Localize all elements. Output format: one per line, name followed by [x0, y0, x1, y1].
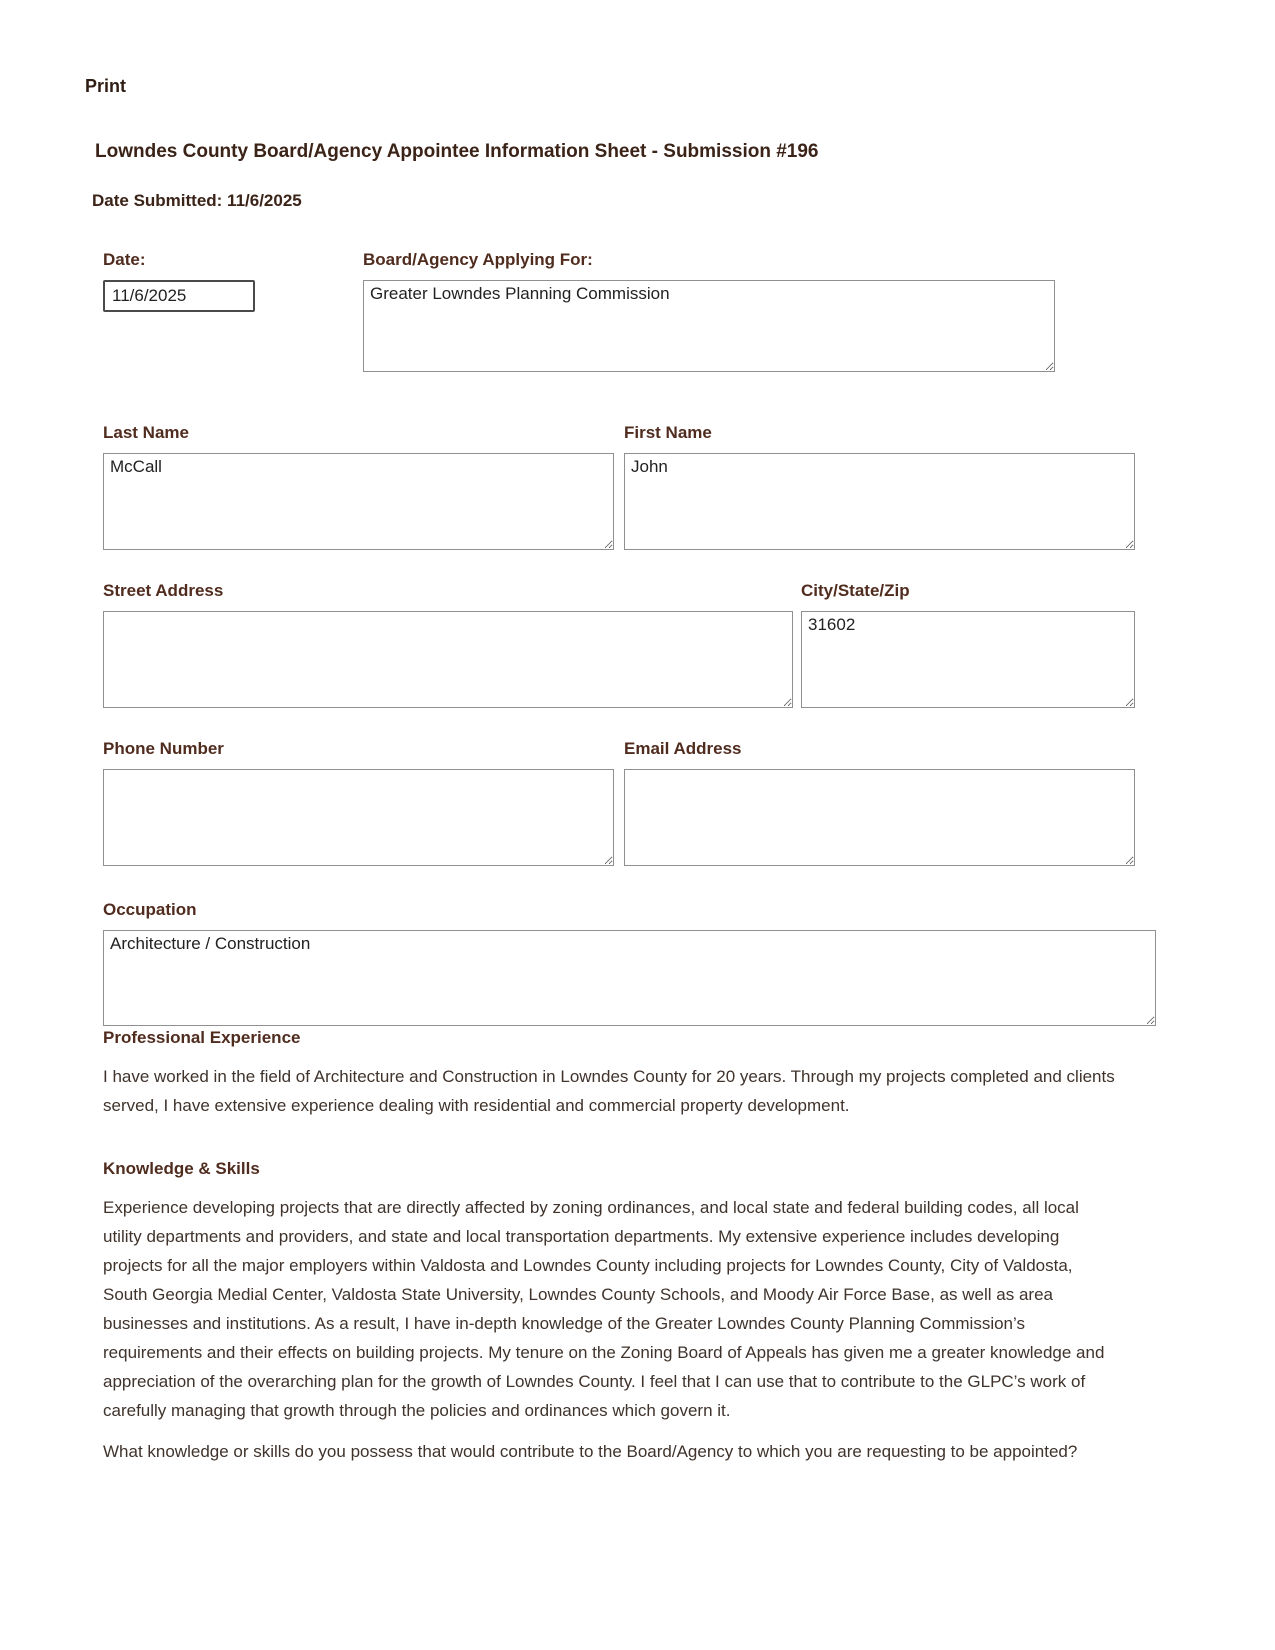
form-area [103, 250, 1158, 1026]
last-name-textarea[interactable] [103, 453, 614, 550]
city-state-zip-label: City/State/Zip [801, 581, 910, 600]
phone-number-label: Phone Number [103, 739, 224, 758]
email-address-label: Email Address [624, 739, 742, 758]
phone-number-field-group [103, 739, 614, 866]
first-name-label: First Name [624, 423, 712, 442]
occupation-label: Occupation [103, 900, 197, 919]
street-address-label: Street Address [103, 581, 224, 600]
last-name-field-group [103, 423, 614, 550]
city-state-zip-textarea[interactable] [801, 611, 1135, 708]
board-agency-textarea[interactable] [363, 280, 1055, 372]
occupation-field-group [103, 900, 1158, 1026]
professional-experience-paragraph: I have worked in the field of Architecture and Construction in Lowndes County for 20 years. Through my projects completed and clients served, I have extensive experience dealing with residential and commercial property development. [103, 1067, 1115, 1115]
knowledge-skills-question: What knowledge or skills do you possess that would contribute to the Board/Agency to which you are requesting to be appointed? [103, 1442, 1078, 1461]
text-sections [103, 1028, 1115, 1466]
first-name-textarea[interactable] [624, 453, 1135, 550]
date-field-group [103, 250, 363, 312]
email-address-field-group [624, 739, 1135, 866]
street-address-field-group [103, 581, 793, 708]
date-label: Date: [103, 250, 146, 269]
knowledge-skills-heading: Knowledge & Skills [103, 1159, 260, 1178]
date-input[interactable] [103, 280, 255, 312]
board-agency-label: Board/Agency Applying For: [363, 250, 593, 269]
page-title: Lowndes County Board/Agency Appointee Information Sheet - Submission #196 [95, 141, 819, 162]
date-submitted-text: Date Submitted: 11/6/2025 [92, 191, 302, 210]
phone-number-textarea[interactable] [103, 769, 614, 866]
city-state-zip-field-group [801, 581, 1135, 708]
occupation-textarea[interactable] [103, 930, 1156, 1026]
last-name-label: Last Name [103, 423, 189, 442]
board-agency-field-group [363, 250, 1158, 372]
professional-experience-heading: Professional Experience [103, 1028, 301, 1047]
print-link[interactable]: Print [85, 76, 127, 96]
professional-experience-section [103, 1028, 1115, 1120]
knowledge-skills-paragraph: Experience developing projects that are directly affected by zoning ordinances, and local state and federal building codes, all local utility departments and providers, and state and local transportation departments. My extensive experience includes developing projects for all the major employers within Valdosta and Lowndes County including projects for Lowndes County, City of Valdosta, South Georgia Medial Center, Valdosta State University, Lowndes County Schools, and Moody Air Force Base, as well as area businesses and institutions. As a result, I have in-depth knowledge of the Greater Lowndes County Planning Commission’s requirements and their effects on building projects. My tenure on the Zoning Board of Appeals has given me a greater knowledge and appreciation of the overarching plan for the growth of Lowndes County. I feel that I can use that to contribute to the GLPC’s work of carefully managing that growth through the policies and ordinances which govern it. [103, 1198, 1105, 1420]
first-name-field-group [624, 423, 1135, 550]
email-address-textarea[interactable] [624, 769, 1135, 866]
street-address-textarea[interactable] [103, 611, 793, 708]
knowledge-skills-section [103, 1159, 1115, 1466]
